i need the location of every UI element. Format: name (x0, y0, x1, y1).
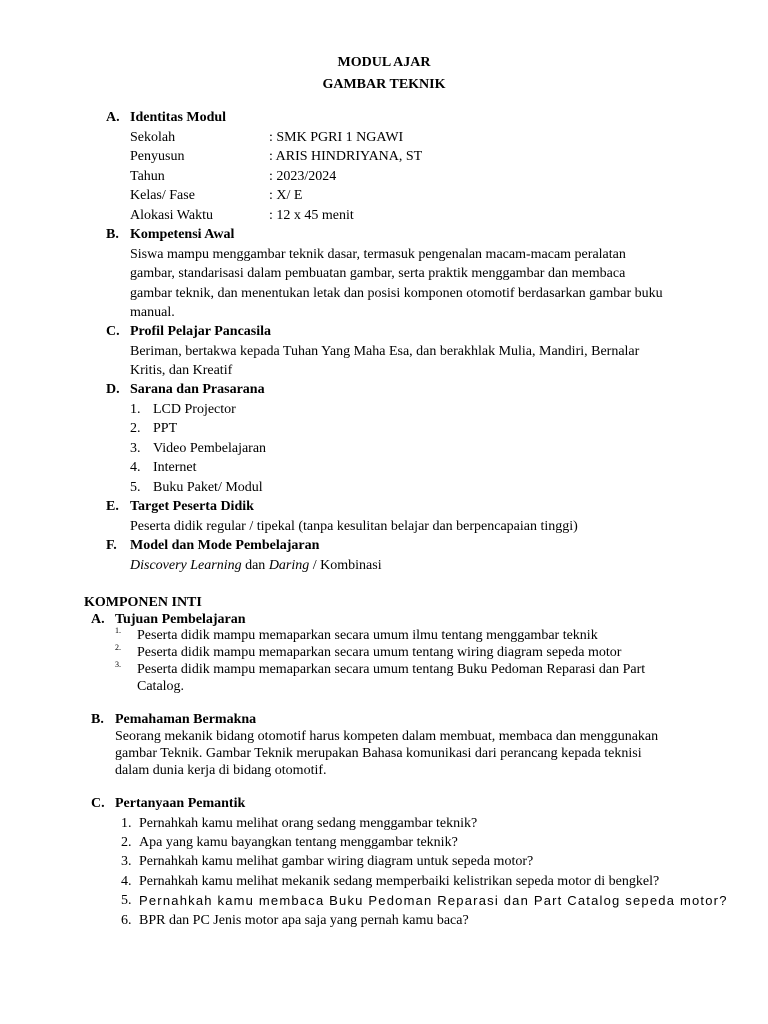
section-heading-pemahaman: Pemahaman Bermakna (115, 712, 257, 727)
identitas-label: Penyusun (130, 149, 185, 164)
kompetensi-text-line: Siswa mampu menggambar teknik dasar, termasuk pengenalan macam-macam peralatan (130, 247, 626, 262)
model-mid: dan (241, 558, 269, 573)
section-letter: F. (106, 538, 117, 553)
list-number: 2. (121, 835, 132, 850)
list-item: Pernahkah kamu melihat gambar wiring diagram untuk sepeda motor? (139, 854, 534, 869)
model-italic-1: Discovery Learning (130, 558, 242, 573)
list-item: Pernahkah kamu melihat orang sedang menggambar teknik? (139, 816, 478, 831)
identitas-value: : SMK PGRI 1 NGAWI (269, 130, 404, 145)
list-number: 4. (130, 460, 141, 475)
list-number: 6. (121, 913, 132, 928)
section-letter: E. (106, 499, 119, 514)
section-letter: B. (91, 712, 104, 727)
section-heading-pertanyaan: Pertanyaan Pemantik (115, 796, 246, 811)
pemahaman-text-line: gambar Teknik. Gambar Teknik merupakan Bahasa komunikasi dari perancang kepada teknisi (115, 746, 642, 761)
list-item: BPR dan PC Jenis motor apa saja yang pernah kamu baca? (139, 913, 469, 928)
section-heading-sarana: Sarana dan Prasarana (130, 382, 265, 397)
section-heading-model: Model dan Mode Pembelajaran (130, 538, 320, 553)
model-italic-2: Daring (268, 558, 310, 573)
identitas-value: : 12 x 45 menit (269, 208, 354, 223)
list-number: 2. (130, 421, 141, 436)
list-item: Video Pembelajaran (153, 441, 267, 456)
list-item: LCD Projector (153, 402, 236, 417)
kompetensi-text-line: gambar teknik, dan menentukan letak dan posisi komponen otomotif berdasarkan gambar buku (130, 286, 663, 301)
section-letter: C. (91, 796, 105, 811)
list-number: 5. (130, 480, 141, 495)
list-number: 1. (130, 402, 141, 417)
list-number: 3. (115, 660, 121, 669)
model-end: / Kombinasi (309, 558, 382, 573)
kompetensi-text-line: manual. (130, 305, 175, 320)
target-text: Peserta didik regular / tipekal (tanpa kesulitan belajar dan berpencapaian tinggi) (130, 519, 578, 534)
list-item: Pernahkah kamu melihat mekanik sedang memperbaiki kelistrikan sepeda motor di bengkel? (139, 874, 660, 889)
section-heading-profil: Profil Pelajar Pancasila (130, 324, 272, 339)
komponen-inti-heading: KOMPONEN INTI (84, 595, 202, 610)
section-letter: A. (106, 110, 120, 125)
list-item: Pernahkah kamu membaca Buku Pedoman Reparasi dan Part Catalog sepeda motor? (139, 893, 728, 908)
list-item: Apa yang kamu bayangkan tentang menggambar teknik? (139, 835, 458, 850)
section-heading-target: Target Peserta Didik (130, 499, 254, 514)
list-number: 3. (130, 441, 141, 456)
title-line-1: MODUL AJAR (337, 55, 431, 70)
list-number: 5. (121, 893, 132, 908)
section-letter: A. (91, 612, 105, 627)
list-item: Peserta didik mampu memaparkan secara umum ilmu tentang menggambar teknik (137, 628, 598, 643)
list-item-continuation: Catalog. (137, 679, 185, 694)
identitas-label: Kelas/ Fase (130, 188, 195, 203)
section-letter: C. (106, 324, 120, 339)
list-number: 3. (121, 854, 132, 869)
identitas-value: : X/ E (269, 188, 303, 203)
list-item: Internet (153, 460, 197, 475)
list-item: Buku Paket/ Modul (153, 480, 263, 495)
pemahaman-text-line: dalam dunia kerja di bidang otomotif. (115, 763, 327, 778)
section-heading-kompetensi: Kompetensi Awal (130, 227, 235, 242)
pemahaman-text-line: Seorang mekanik bidang otomotif harus kompeten dalam membuat, membaca dan menggunakan (115, 729, 659, 744)
list-number: 2. (115, 643, 121, 652)
profil-text-line: Kritis, dan Kreatif (130, 363, 233, 378)
list-number: 1. (121, 816, 132, 831)
section-letter: D. (106, 382, 120, 397)
identitas-label: Alokasi Waktu (130, 208, 213, 223)
list-item: Peserta didik mampu memaparkan secara umum tentang Buku Pedoman Reparasi dan Part (137, 662, 646, 677)
profil-text-line: Beriman, bertakwa kepada Tuhan Yang Maha Esa, dan berakhlak Mulia, Mandiri, Bernalar (130, 344, 640, 359)
list-item: Peserta didik mampu memaparkan secara umum tentang wiring diagram sepeda motor (137, 645, 622, 660)
identitas-value: : ARIS HINDRIYANA, ST (269, 149, 423, 164)
section-heading-identitas: Identitas Modul (130, 110, 227, 125)
section-heading-tujuan: Tujuan Pembelajaran (115, 612, 246, 627)
kompetensi-text-line: gambar, standarisasi dalam pembuatan gambar, serta praktik menggambar dan membaca (130, 266, 626, 281)
list-number: 1. (115, 626, 121, 635)
section-letter: B. (106, 227, 119, 242)
list-number: 4. (121, 874, 132, 889)
model-text (130, 557, 382, 574)
identitas-label: Tahun (130, 169, 165, 184)
identitas-value: : 2023/2024 (269, 169, 337, 184)
list-item: PPT (153, 421, 178, 436)
identitas-label: Sekolah (130, 130, 176, 145)
title-line-2: GAMBAR TEKNIK (322, 77, 446, 92)
